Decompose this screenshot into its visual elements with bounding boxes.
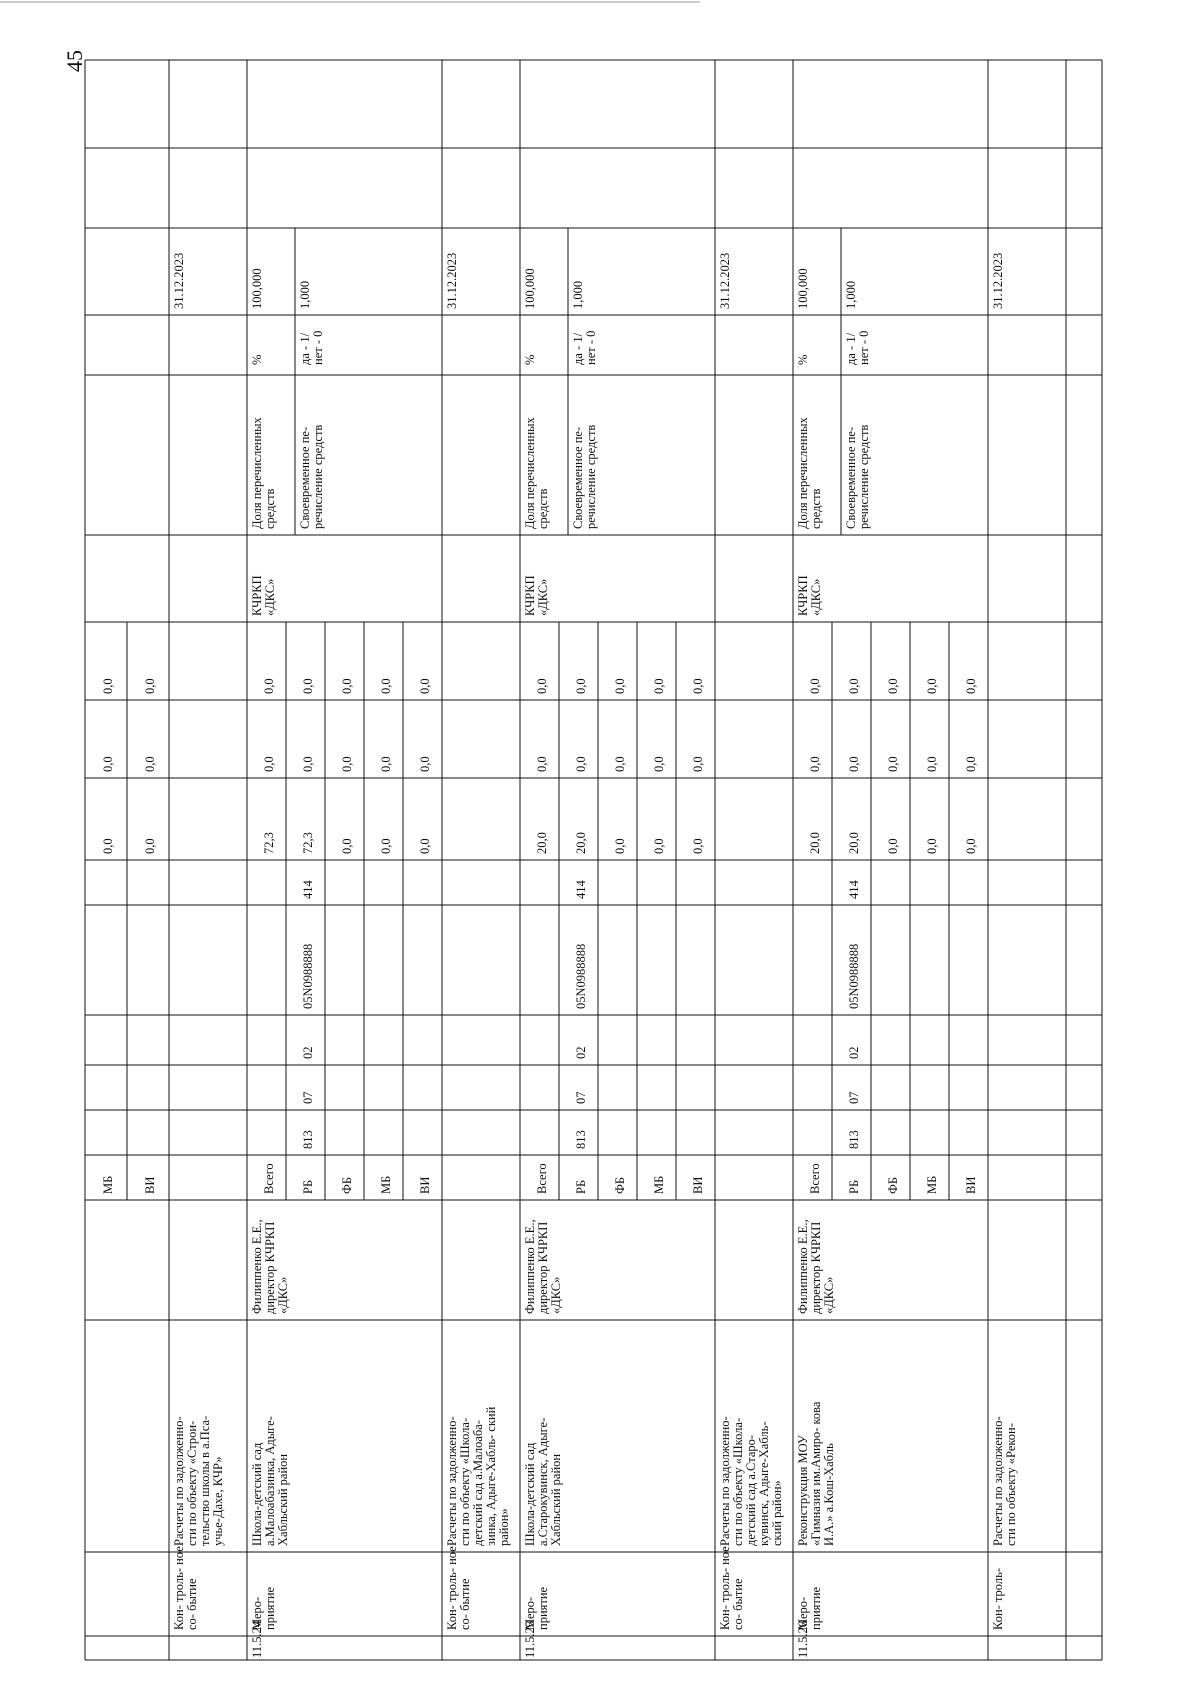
indicator-name: Доля перечисленныхсредств: [796, 417, 823, 529]
year3-value: 0,0: [691, 678, 705, 694]
indicator-value: 100,000: [523, 268, 537, 309]
source-label-ФБ: ФБ: [886, 1176, 900, 1194]
source-label-МБ: МБ: [101, 1175, 115, 1194]
year1-value: 0,0: [886, 838, 900, 854]
table-grid: [85, 60, 1102, 1660]
kbk-rz: 07: [847, 1091, 861, 1104]
event-name: Расчеты по задолженно-сти по объекту «Школа-детский сад а.Старо-кувинск, Адыге-Хабль-ский район»: [718, 1416, 784, 1546]
source-label-ФБ: ФБ: [613, 1176, 627, 1194]
year3-value: 0,0: [535, 678, 549, 694]
year2-value: 0,0: [613, 756, 627, 772]
indicator-unit: да - 1/нет - 0: [298, 330, 325, 365]
measure-number: 11.5.25: [523, 1620, 537, 1658]
year3-value: 0,0: [143, 678, 157, 694]
year1-value: 0,0: [418, 838, 432, 854]
year1-value: 20,0: [847, 832, 861, 854]
source-label-Всего: Всего: [808, 1163, 822, 1194]
year1-value: 0,0: [101, 838, 115, 854]
kbk-csr: 05N0988888: [847, 943, 861, 1009]
event-kind: Кон- троль- ноесо- бытие: [445, 1546, 472, 1630]
indicator-name: Своевременное пе-речисление средств: [844, 424, 871, 529]
kbk-grbs: 813: [301, 1130, 315, 1149]
event-date: 31.12.2023: [718, 252, 732, 309]
source-label-ВИ: ВИ: [964, 1176, 978, 1194]
year1-value: 0,0: [652, 838, 666, 854]
year2-value: 0,0: [535, 756, 549, 772]
year2-value: 0,0: [886, 756, 900, 772]
event-kind: Кон- троль-: [991, 1568, 1005, 1630]
indicator-value: 100,000: [250, 268, 264, 309]
year2-value: 0,0: [808, 756, 822, 772]
event-name: Расчеты по задолженно-сти по объекту «Школа-детский сад а.Малоаба-зинка, Адыге-Хабль- скийрайон»: [445, 1406, 511, 1546]
indicator-name: Доля перечисленныхсредств: [250, 417, 277, 529]
indicator-value: 100,000: [796, 268, 810, 309]
year2-value: 0,0: [574, 756, 588, 772]
year2-value: 0,0: [418, 756, 432, 772]
event-name: Расчеты по задолженно-сти по объекту «Строи-тельство школы в а.Пса-учье-Дахе, КЧР»: [172, 1415, 225, 1546]
year1-value: 0,0: [143, 838, 157, 854]
kbk-csr: 05N0988888: [574, 943, 588, 1009]
page-number: 45: [62, 50, 87, 72]
measure-name: Школа-детский сада.Старокувинск, Адыге-Хабльский район: [523, 1417, 563, 1546]
indicator-value: 1,000: [298, 280, 312, 309]
year2-value: 0,0: [101, 756, 115, 772]
kbk-grbs: 813: [847, 1130, 861, 1149]
year2-value: 0,0: [964, 756, 978, 772]
year1-value: 0,0: [379, 838, 393, 854]
indicator-unit: да - 1/нет - 0: [571, 330, 598, 365]
event-date: 31.12.2023: [991, 252, 1005, 309]
year1-value: 20,0: [808, 832, 822, 854]
kbk-pr: 02: [301, 1046, 315, 1059]
year3-value: 0,0: [886, 678, 900, 694]
kbk-grbs: 813: [574, 1130, 588, 1149]
event-kind: Кон- троль- ноесо- бытие: [718, 1546, 745, 1630]
year1-value: 0,0: [925, 838, 939, 854]
source-label-ФБ: ФБ: [340, 1176, 354, 1194]
source-label-ВИ: ВИ: [691, 1176, 705, 1194]
measure-name: Школа-детский сада.Малоабазинка, Адыге-Хабльский район: [250, 1416, 290, 1546]
kbk-pr: 02: [574, 1046, 588, 1059]
year1-value: 0,0: [691, 838, 705, 854]
kbk-vr: 414: [847, 880, 861, 899]
measure-kind: Меро-приятие: [796, 1586, 823, 1630]
responsible: Филиппенко Е.Е.,директор КЧРКП«ДКС»: [523, 1219, 563, 1314]
indicator-value: 1,000: [844, 280, 858, 309]
kbk-vr: 414: [574, 880, 588, 899]
indicator-name: Своевременное пе-речисление средств: [298, 424, 325, 529]
year2-value: 0,0: [847, 756, 861, 772]
responsible: Филиппенко Е.Е.,директор КЧРКП«ДКС»: [250, 1219, 290, 1314]
year2-value: 0,0: [691, 756, 705, 772]
event-date: 31.12.2023: [172, 252, 186, 309]
measure-kind: Меро-приятие: [250, 1586, 277, 1630]
indicator-unit: %: [523, 354, 537, 365]
source-label-РБ: РБ: [301, 1179, 315, 1194]
year3-value: 0,0: [301, 678, 315, 694]
source-label-РБ: РБ: [574, 1179, 588, 1194]
event-name: Расчеты по задолженно-сти по объекту «Рекон-: [991, 1416, 1018, 1546]
org-name: КЧРКП«ДКС»: [250, 575, 277, 616]
year3-value: 0,0: [964, 678, 978, 694]
measure-number: 11.5.24: [250, 1620, 264, 1658]
year2-value: 0,0: [143, 756, 157, 772]
year2-value: 0,0: [301, 756, 315, 772]
indicator-unit: да - 1/нет - 0: [844, 330, 871, 365]
measure-number: 11.5.26: [796, 1620, 810, 1658]
indicator-name: Своевременное пе-речисление средств: [571, 424, 598, 529]
year3-value: 0,0: [262, 678, 276, 694]
kbk-csr: 05N0988888: [301, 943, 315, 1009]
source-label-Всего: Всего: [535, 1163, 549, 1194]
measure-name: Реконструкция МОУ«Гимназия им.Амиро- коваИ.А.» а.Кош-Хабль: [796, 1401, 836, 1546]
responsible: Филиппенко Е.Е.,директор КЧРКП«ДКС»: [796, 1219, 836, 1314]
year1-value: 0,0: [340, 838, 354, 854]
indicator-value: 1,000: [571, 280, 585, 309]
indicator-name: Доля перечисленныхсредств: [523, 417, 550, 529]
year1-value: 0,0: [613, 838, 627, 854]
year1-value: 20,0: [574, 832, 588, 854]
year2-value: 0,0: [652, 756, 666, 772]
year3-value: 0,0: [925, 678, 939, 694]
year3-value: 0,0: [379, 678, 393, 694]
kbk-rz: 07: [574, 1091, 588, 1104]
kbk-rz: 07: [301, 1091, 315, 1104]
year3-value: 0,0: [613, 678, 627, 694]
source-label-ВИ: ВИ: [143, 1176, 157, 1194]
year2-value: 0,0: [925, 756, 939, 772]
source-label-Всего: Всего: [262, 1163, 276, 1194]
org-name: КЧРКП«ДКС»: [523, 575, 550, 616]
source-label-ВИ: ВИ: [418, 1176, 432, 1194]
year1-value: 20,0: [535, 832, 549, 854]
year2-value: 0,0: [262, 756, 276, 772]
measure-kind: Меро-приятие: [523, 1586, 550, 1630]
year1-value: 0,0: [964, 838, 978, 854]
source-label-МБ: МБ: [652, 1175, 666, 1194]
event-kind: Кон- троль- ноесо- бытие: [172, 1546, 199, 1630]
year2-value: 0,0: [379, 756, 393, 772]
year3-value: 0,0: [574, 678, 588, 694]
year3-value: 0,0: [808, 678, 822, 694]
year3-value: 0,0: [101, 678, 115, 694]
org-name: КЧРКП«ДКС»: [796, 575, 823, 616]
year3-value: 0,0: [418, 678, 432, 694]
kbk-vr: 414: [301, 880, 315, 899]
year2-value: 0,0: [340, 756, 354, 772]
year3-value: 0,0: [847, 678, 861, 694]
year3-value: 0,0: [340, 678, 354, 694]
year3-value: 0,0: [652, 678, 666, 694]
indicator-unit: %: [250, 354, 264, 365]
indicator-unit: %: [796, 354, 810, 365]
kbk-pr: 02: [847, 1046, 861, 1059]
source-label-РБ: РБ: [847, 1179, 861, 1194]
event-date: 31.12.2023: [445, 252, 459, 309]
source-label-МБ: МБ: [379, 1175, 393, 1194]
year1-value: 72,3: [301, 832, 315, 854]
year1-value: 72,3: [262, 832, 276, 854]
source-label-МБ: МБ: [925, 1175, 939, 1194]
